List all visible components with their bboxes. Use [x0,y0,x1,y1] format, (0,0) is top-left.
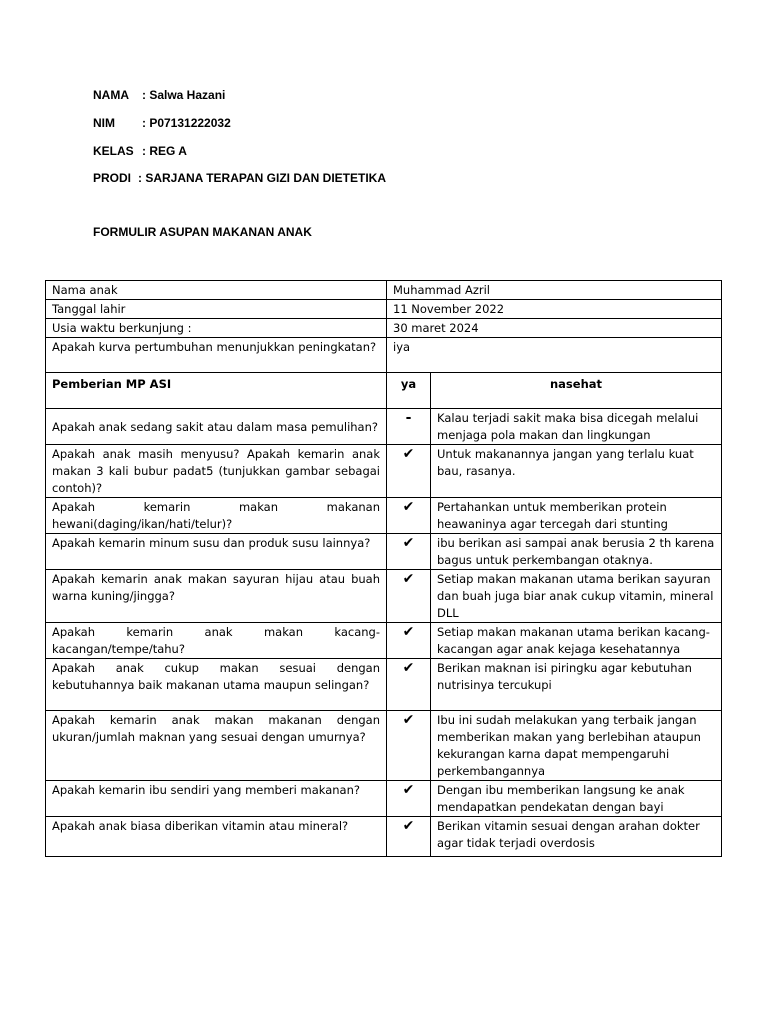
question-cell: Apakah anak sedang sakit atau dalam masa pemulihan? [46,409,387,445]
info-label: Usia waktu berkunjung : [46,319,387,338]
student-name-line [93,88,226,102]
advice-cell: Ibu ini sudah melakukan yang terbaik jangan memberikan makan yang berlebihan ataupun kekurangan karna dapat mempengaruhi perkembangannya [431,711,722,781]
form-title: FORMULIR ASUPAN MAKANAN ANAK [93,225,312,239]
advice-cell: Setiap makan makanan utama berikan sayuran dan buah juga biar anak cukup vitamin, mineral DLL [431,570,722,623]
advice-cell: Pertahankan untuk memberikan protein heawaninya agar tercegah dari stunting [431,498,722,534]
check-mark-icon: ✔ [387,711,431,781]
check-mark-icon: ✔ [387,445,431,498]
question-cell: Apakah anak biasa diberikan vitamin atau mineral? [46,817,387,857]
program-value: : SARJANA TERAPAN GIZI DAN DIETETIKA [138,171,387,185]
advice-cell: Berikan maknan isi piringku agar kebutuhan nutrisinya tercukupi [431,659,722,711]
check-mark-icon: ✔ [387,781,431,817]
study-program-line [93,171,387,185]
intake-form-table [45,280,722,857]
table-row [46,711,722,781]
check-mark-icon: ✔ [387,498,431,534]
info-label: Apakah kurva pertumbuhan menunjukkan peningkatan? [46,338,387,373]
info-value: 11 November 2022 [387,300,722,319]
table-row [46,409,722,445]
table-row [46,570,722,623]
advice-cell: Kalau terjadi sakit maka bisa dicegah melalui menjaga pola makan dan lingkungan [431,409,722,445]
name-value: : Salwa Hazani [142,88,226,102]
question-cell: Apakah kemarin makan makanan hewani(daging/ikan/hati/telur)? [46,498,387,534]
table-row [46,659,722,711]
question-cell: Apakah kemarin anak makan kacang-kacangan/tempe/tahu? [46,623,387,659]
info-value: 30 maret 2024 [387,319,722,338]
table-row [46,445,722,498]
table-row [46,817,722,857]
program-label: PRODI [93,171,132,185]
student-class-line [93,144,187,158]
question-cell: Apakah kemarin anak makan makanan dengan ukuran/jumlah maknan yang sesuai dengan umurnya? [46,711,387,781]
nim-value: : P07131222032 [142,116,231,130]
question-cell: Apakah anak cukup makan sesuai dengan kebutuhannya baik makanan utama maupun selingan? [46,659,387,711]
info-value: Muhammad Azril [387,281,722,300]
advice-cell: Untuk makanannya jangan yang terlalu kuat bau, rasanya. [431,445,722,498]
advice-column-header: nasehat [431,373,722,409]
advice-cell: Berikan vitamin sesuai dengan arahan dokter agar tidak terjadi overdosis [431,817,722,857]
info-value: iya [387,338,722,373]
nim-label: NIM [93,116,115,130]
question-column-header: Pemberian MP ASI [46,373,387,409]
info-row [46,319,722,338]
check-mark-icon: ✔ [387,623,431,659]
question-cell: Apakah kemarin anak makan sayuran hijau atau buah warna kuning/jingga? [46,570,387,623]
advice-cell: Dengan ibu memberikan langsung ke anak mendapatkan pendekatan dengan bayi [431,781,722,817]
question-cell: Apakah kemarin minum susu dan produk susu lainnya? [46,534,387,570]
info-row [46,300,722,319]
check-mark-icon: ✔ [387,817,431,857]
student-nim-line [93,116,231,130]
class-label: KELAS [93,144,134,158]
info-label: Tanggal lahir [46,300,387,319]
class-value: : REG A [142,144,187,158]
column-header-row [46,373,722,409]
info-row [46,281,722,300]
check-mark-icon: ✔ [387,570,431,623]
question-cell: Apakah anak masih menyusu? Apakah kemarin anak makan 3 kali bubur padat5 (tunjukkan gambar sebagai contoh)? [46,445,387,498]
table-row [46,498,722,534]
answer-cell: - [387,409,431,445]
info-row [46,338,722,373]
table-row [46,534,722,570]
advice-cell: ibu berikan asi sampai anak berusia 2 th karena bagus untuk perkembangan otaknya. [431,534,722,570]
info-label: Nama anak [46,281,387,300]
check-mark-icon: ✔ [387,534,431,570]
table-row [46,781,722,817]
advice-cell: Setiap makan makanan utama berikan kacang-kacangan agar anak kejaga kesehatannya [431,623,722,659]
table-row [46,623,722,659]
question-cell: Apakah kemarin ibu sendiri yang memberi makanan? [46,781,387,817]
check-mark-icon: ✔ [387,659,431,711]
answer-column-header: ya [387,373,431,409]
name-label: NAMA [93,88,129,102]
